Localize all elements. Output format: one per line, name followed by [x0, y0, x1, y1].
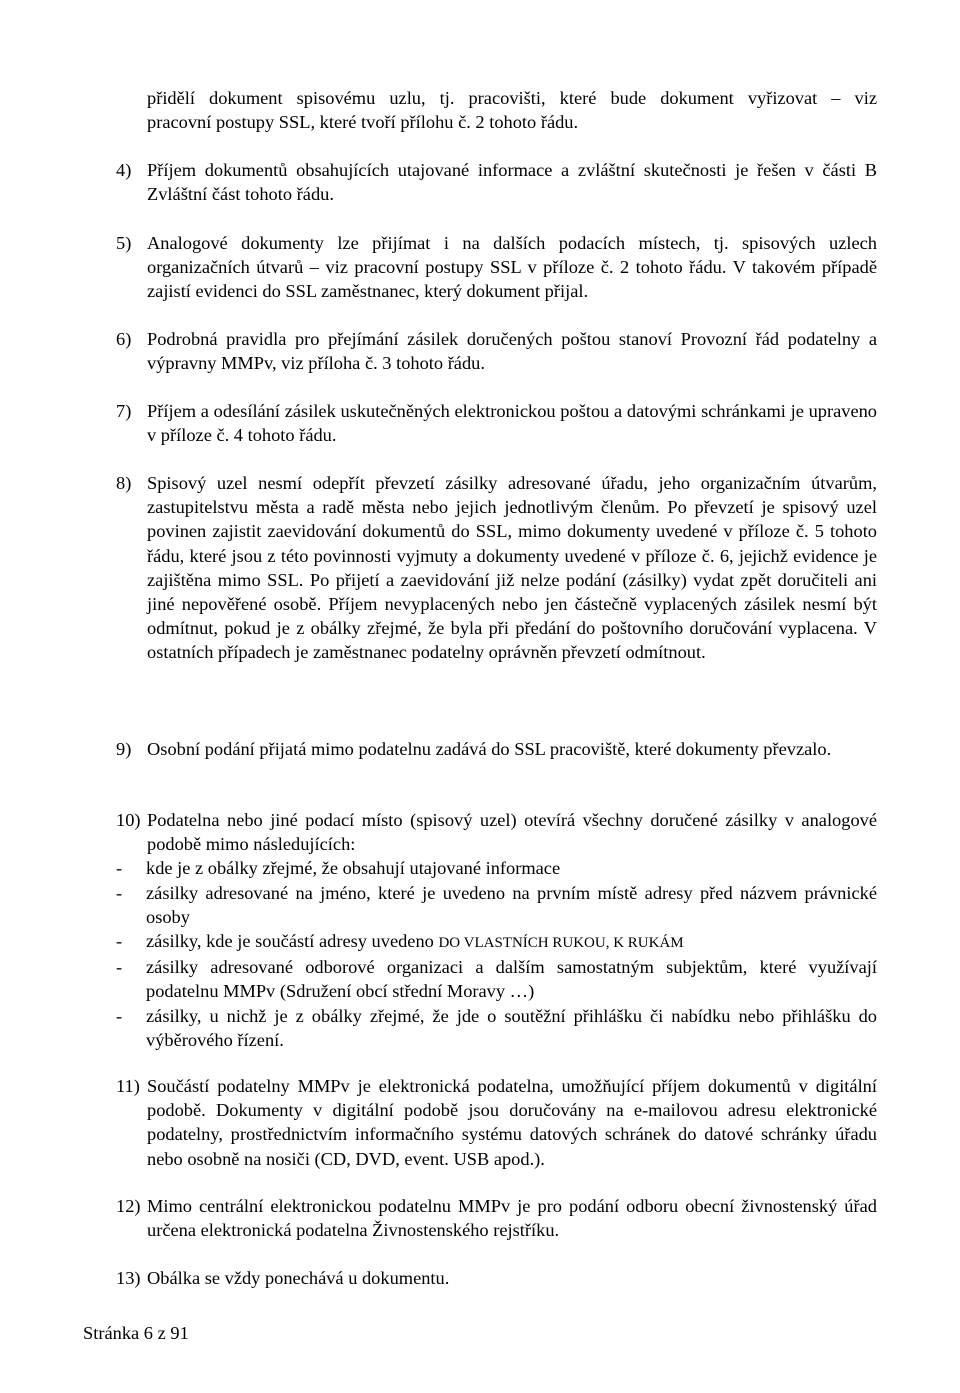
item-text: Mimo centrální elektronickou podatelnu MMPv je pro podání odboru obecní živnostenský úřad určena elektronická podatelna Živnostenského rejstříku. — [147, 1196, 877, 1241]
item-number: 13) — [116, 1268, 141, 1288]
list-item-text: kde je z obálky zřejmé, že obsahují utajované informace — [146, 858, 561, 879]
item-text: Podatelna nebo jiné podací místo (spisový uzel) otevírá všechny doručené zásilky v analogové podobě mimo následujících: — [147, 810, 877, 855]
list-item-text: zásilky, u nichž je z obálky zřejmé, že jde o soutěžní přihlášku či nabídku nebo přihlášku do výběrového řízení. — [146, 1005, 877, 1050]
dash-bullet: - — [116, 882, 123, 903]
intro-line-1: přidělí dokument spisovému uzlu, tj. pracovišti, které bude dokument vyřizovat – viz — [147, 88, 877, 108]
item-5 — [116, 231, 877, 304]
item-text: Podrobná pravidla pro přejímání zásilek doručených poštou stanoví Provozní řád podatelny a výpravny MMPv, viz příloha č. 3 tohoto řádu. — [147, 329, 877, 374]
item-number: 10) — [116, 810, 141, 830]
list-item-text: zásilky adresované odborové organizaci a dalším samostatným subjektům, které využívají podatelnu MMPv (Sdružení obcí střední Moravy …) — [146, 957, 877, 1002]
item-text: Obálka se vždy ponechává u dokumentu. — [147, 1268, 450, 1288]
item-number: 7) — [116, 401, 132, 421]
item-number: 4) — [116, 160, 132, 180]
item-11 — [116, 1074, 877, 1171]
intro-line-2: pracovní postupy SSL, které tvoří přílohu č. 2 tohoto řádu. — [147, 112, 579, 133]
item-4 — [116, 158, 877, 206]
footer-label: Stránka — [83, 1323, 140, 1343]
item-number: 8) — [116, 473, 132, 493]
dash-bullet: - — [116, 858, 123, 879]
item-text: Spisový uzel nesmí odepřít převzetí zásilky adresované úřadu, jeho organizačním útvarům, zastupitelstvu města a radě města nebo jejich jednotlivým členům. Po převzetí je spisový uzel povinen zajistit zaevidování dokumentů do SSL, mimo dokumenty uvedené v příloze č. 5 tohoto řádu, které jsou z této povinnosti vyjmuty a dokumenty uvedené v příloze č. 6, jejichž evidence je zajištěna mimo SSL. Po přijetí a zaevidování již nelze podání (zásilky) vydat zpět doručiteli ani jiné nepověřené osobě. Příjem nevyplacených nebo jen částečně vyplacených zásilek nesmí být odmítnut, pokud je z obálky zřejmé, že byla při předání do poštovního doručování vyplacena. V ostatních případech je zaměstnanec podatelny oprávněn převzetí odmítnout. — [147, 473, 877, 663]
item-text: Příjem dokumentů obsahujících utajované informace a zvláštní skutečnosti je řešen v části B Zvláštní část tohoto řádu. — [147, 160, 877, 205]
item-number: 9) — [116, 739, 132, 759]
list-item-text: zásilky, kde je součástí adresy uvedeno — [146, 931, 439, 952]
item-6 — [116, 327, 877, 375]
list-item — [116, 856, 877, 880]
list-item — [116, 881, 877, 929]
exception-list — [116, 856, 877, 1052]
item-text: Součástí podatelny MMPv je elektronická podatelna, umožňující příjem dokumentů v digitální podobě. Dokumenty v digitální podobě jsou doručovány na e-mailovou adresu elektronické podatelny, prostřednictvím informačního systému datových schránek do datové schránky úřadu nebo osobně na nosiči (CD, DVD, event. USB apod.). — [147, 1076, 877, 1169]
caps-text: DO VLASTNÍCH RUKOU, K RUKÁM — [438, 935, 684, 952]
intro-paragraph — [147, 86, 877, 134]
dash-bullet: - — [116, 931, 123, 952]
item-number: 6) — [116, 329, 132, 349]
list-item — [116, 929, 877, 955]
item-12 — [116, 1194, 877, 1242]
item-text: Analogové dokumenty lze přijímat i na dalších podacích místech, tj. spisových uzlech organizačních útvarů – viz pracovní postupy SSL v příloze č. 2 tohoto řádu. V takovém případě zajistí evidenci do SSL zaměstnanec, který dokument přijal. — [147, 233, 877, 302]
footer-total-pages: 91 — [170, 1323, 189, 1343]
footer-page-number: 6 — [143, 1323, 153, 1343]
item-text: Osobní podání přijatá mimo podatelnu zadává do SSL pracoviště, které dokumenty převzalo. — [147, 739, 832, 759]
page-footer — [83, 1321, 189, 1345]
list-item-text: zásilky adresované na jméno, které je uvedeno na prvním místě adresy před názvem právnické osoby — [146, 882, 877, 927]
item-number: 11) — [116, 1076, 140, 1096]
footer-separator: z — [157, 1323, 166, 1343]
list-item — [116, 955, 877, 1003]
list-item — [116, 1004, 877, 1052]
item-9 — [116, 737, 877, 761]
dash-bullet: - — [116, 1005, 123, 1026]
item-number: 12) — [116, 1196, 141, 1216]
item-number: 5) — [116, 233, 132, 253]
dash-bullet: - — [116, 957, 123, 978]
item-text: Příjem a odesílání zásilek uskutečněných elektronickou poštou a datovými schránkami je upraveno v příloze č. 4 tohoto řádu. — [147, 401, 877, 446]
item-13 — [116, 1266, 877, 1290]
item-7 — [116, 399, 877, 447]
item-10 — [116, 808, 877, 1052]
item-8 — [116, 471, 877, 665]
